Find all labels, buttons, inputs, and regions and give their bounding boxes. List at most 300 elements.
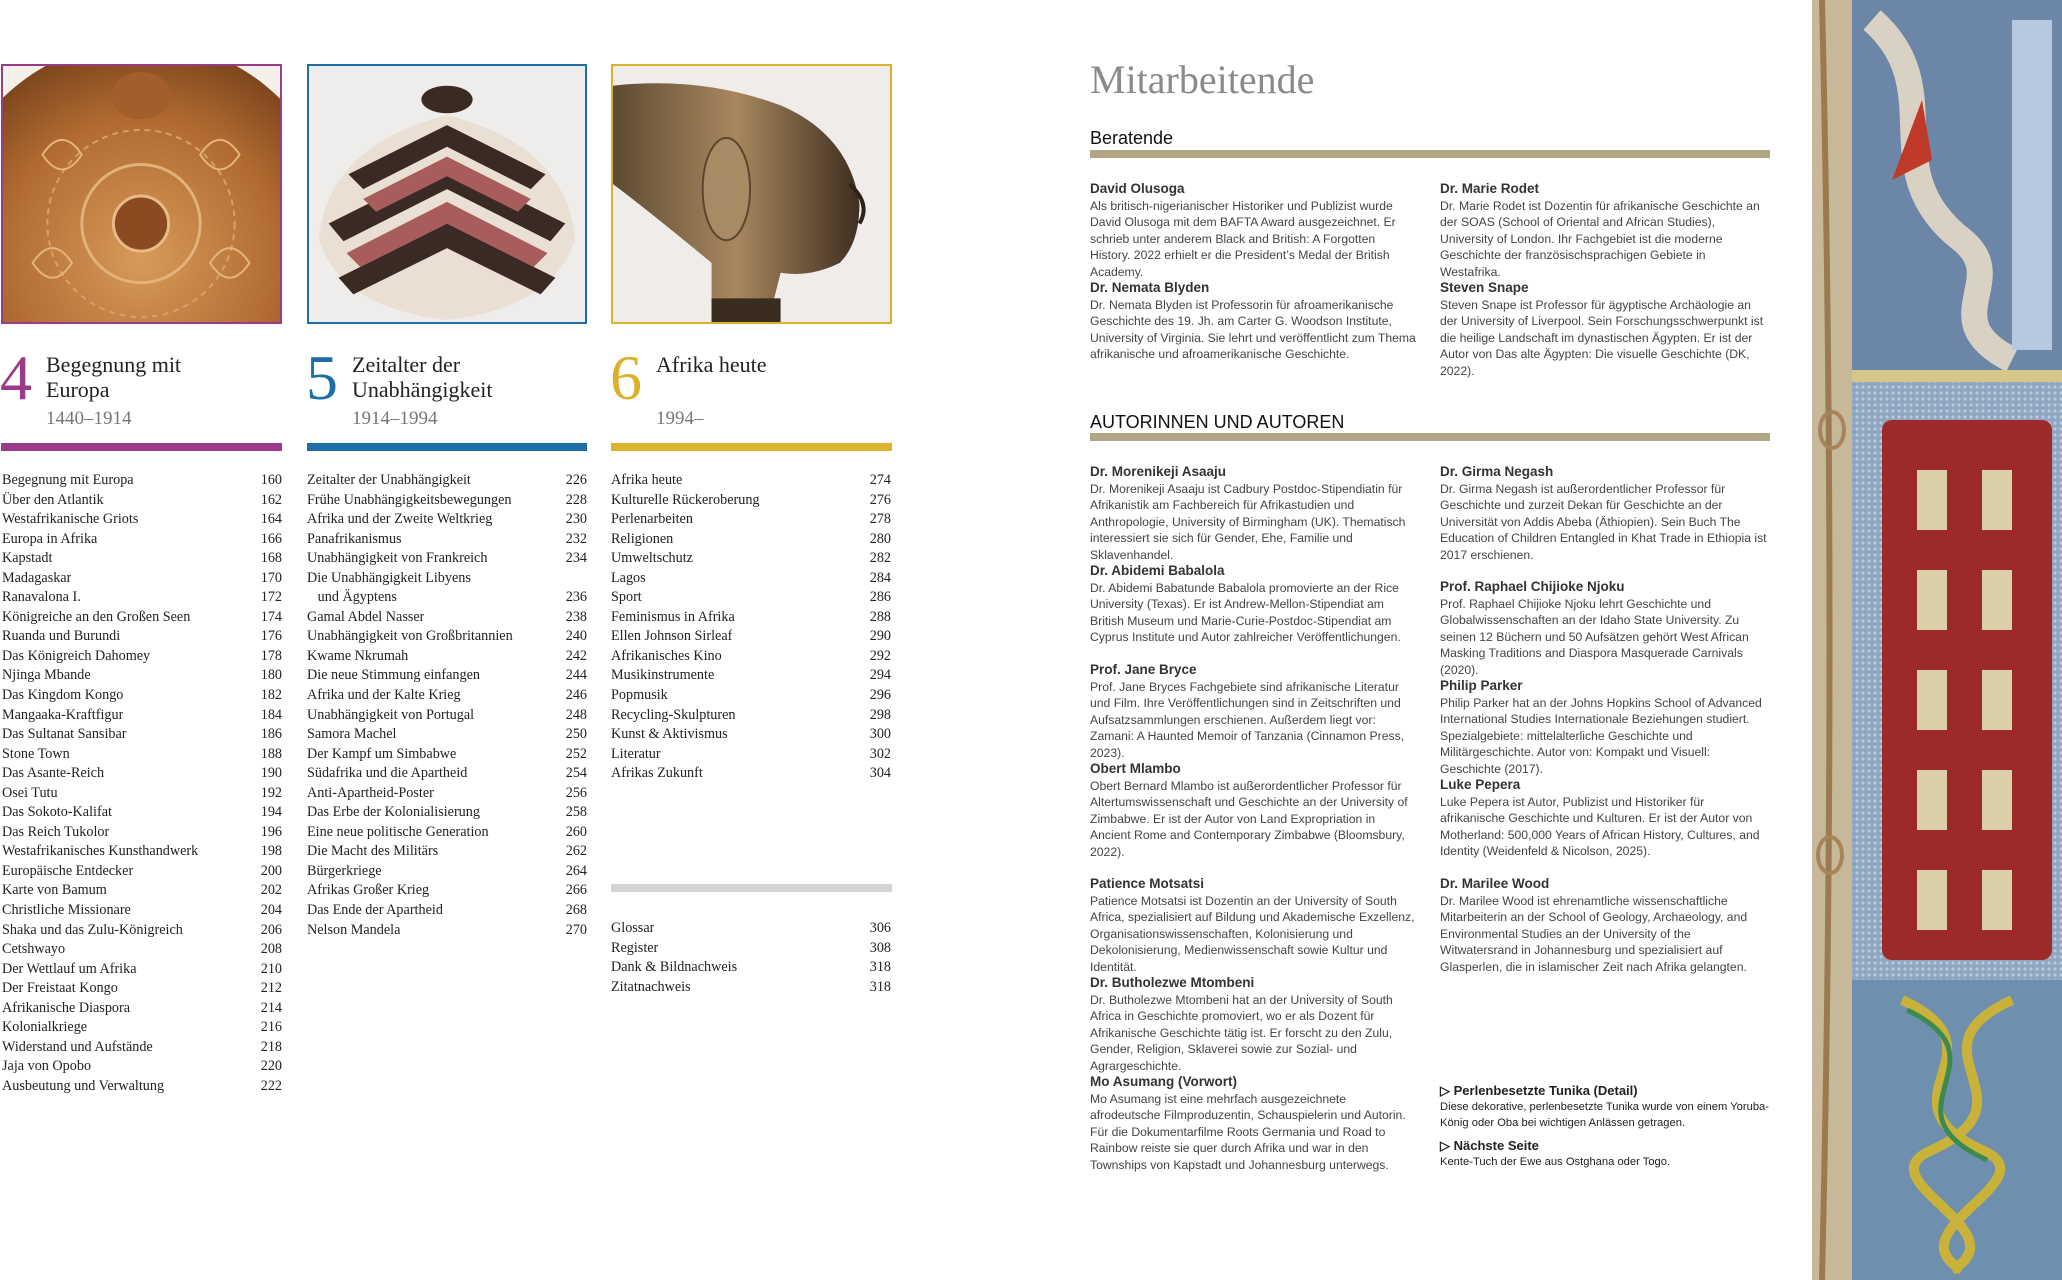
toc-entry-title: Kolonialkriege <box>2 1019 88 1036</box>
toc-chapter-6-entry[interactable] <box>611 510 891 530</box>
chapter-6-title: Afrika heute <box>656 352 767 377</box>
advisor-entry <box>1090 279 1417 363</box>
toc-entry-page: 308 <box>869 939 891 956</box>
toc-entry-title: Glossar <box>611 920 655 936</box>
toc-chapter-4-entry[interactable] <box>2 1057 282 1077</box>
toc-chapter-5-entry[interactable] <box>307 921 587 941</box>
advisor-entry <box>1440 180 1767 280</box>
toc-entry-page: 302 <box>869 745 891 762</box>
toc-chapter-5-entry[interactable] <box>307 823 587 843</box>
toc-entry-page: 304 <box>869 765 891 782</box>
chapter-6-years: 1994– <box>656 408 704 429</box>
toc-chapter-4-entry[interactable] <box>2 940 282 960</box>
author-bio: Dr. Butholezwe Mtombeni hat an der University of South Africa in Geschichte promoviert, wo er als Dozent für Afrikanische Geschichte tätig ist. Er forscht zu den Zulu, Gender, Religion, Sklaverei sowie zur Sozial- und Agrargeschichte. <box>1090 993 1393 1073</box>
author-name: Patience Motsatsi <box>1090 876 1205 891</box>
toc-entry-page: 170 <box>260 569 282 586</box>
toc-entry-title: Das Kingdom Kongo <box>2 687 124 704</box>
author-name: Dr. Abidemi Babalola <box>1090 563 1225 578</box>
toc-entry-page: 230 <box>565 511 587 528</box>
toc-entry-page: 244 <box>565 667 587 684</box>
toc-entry-title: Jaja von Opobo <box>2 1058 92 1075</box>
author-entry <box>1440 578 1767 678</box>
toc-chapter-4-entry[interactable] <box>2 510 282 530</box>
chapter-6-number: 6 <box>610 342 642 413</box>
toc-entry-title: Zitatnachweis <box>611 978 691 995</box>
toc-entry-page: 226 <box>565 472 587 488</box>
toc-chapter-5-entry[interactable] <box>307 627 587 647</box>
toc-chapter-6-entry[interactable] <box>611 745 891 765</box>
chapter-4-header <box>0 342 282 429</box>
toc-entry-page: 262 <box>565 843 587 860</box>
advisor-bio: Als britisch-nigerianischer Historiker und Publizist wurde David Olusoga mit dem BAFTA Award ausgezeichnet. Er schrieb unter anderem Black and British: A Forgotten History. 2022 erhielt er die President’s Medal der British Academy. <box>1090 199 1396 279</box>
toc-entry-title: Osei Tutu <box>2 784 58 801</box>
toc-entry-page: 298 <box>869 706 891 723</box>
toc-entry-page: 160 <box>260 472 282 488</box>
toc-chapter-6-entry[interactable] <box>611 725 891 745</box>
author-entry <box>1090 875 1417 975</box>
toc-chapter-5-entry[interactable] <box>307 510 587 530</box>
caption-arrow-icon: ▷ <box>1440 1083 1450 1098</box>
toc-chapter-5-entry[interactable] <box>307 608 587 628</box>
toc-entry-title: Unabhängigkeit von Großbritannien <box>307 628 513 645</box>
caption-text: Kente-Tuch der Ewe aus Ostghana oder Togo. <box>1440 1156 1671 1168</box>
toc-entry-page: 260 <box>565 823 587 840</box>
toc-chapter-4-entry[interactable] <box>2 881 282 901</box>
advisor-entry <box>1440 279 1767 379</box>
toc-entry-page: 174 <box>260 608 282 625</box>
toc-entry-page: 284 <box>869 569 891 586</box>
toc-entry-page: 214 <box>260 999 282 1016</box>
toc-chapter-6-entry[interactable] <box>611 706 891 726</box>
toc-entry-page: 294 <box>869 667 891 684</box>
toc-entry-page: 318 <box>869 978 891 995</box>
caption-title: Nächste Seite <box>1453 1138 1539 1153</box>
toc-entry-page: 252 <box>565 745 587 762</box>
toc-chapter-5-entry[interactable] <box>307 569 587 589</box>
toc-entry-page: 206 <box>260 921 282 938</box>
author-bio: Patience Motsatsi ist Dozentin an der University of South Africa, spezialisiert auf Bildung und Akademische Exzellenz, Organisationswissenschaften, Kolonisierung und Dekolonisierung, Medienwissenschaft sowie Kultur und Identität. <box>1090 894 1415 974</box>
toc-chapter-6-entry[interactable] <box>611 569 891 589</box>
toc-entry-title: Anti-Apartheid-Poster <box>307 784 434 801</box>
author-bio: Obert Bernard Mlambo ist außerordentlicher Professor für Altertumswissenschaft und Geschichte an der University of Zimbabwe. Er ist der Autor von Land Expropriation in Ancient Rome and Contemporary Zimbabwe (Bloomsbury, 2022). <box>1090 779 1408 859</box>
toc-entry-title: Zeitalter der Unabhängigkeit <box>307 472 471 488</box>
toc-chapter-5-entry[interactable] <box>307 647 587 667</box>
chapter-5-header <box>306 342 588 429</box>
toc-entry-page: 318 <box>869 959 891 976</box>
caption-title: Perlenbesetzte Tunika (Detail) <box>1453 1083 1638 1098</box>
toc-entry-title: Das Königreich Dahomey <box>2 647 151 664</box>
toc-chapter-5-entry[interactable] <box>307 862 587 882</box>
toc-entry-page: 264 <box>565 862 587 879</box>
toc-entry-page: 176 <box>260 628 282 645</box>
toc-entry-page: 250 <box>565 726 587 743</box>
toc-chapter-6-entry[interactable] <box>611 530 891 550</box>
toc-chapter-4-entry[interactable] <box>2 764 282 784</box>
toc-entry-title: Cetshwayo <box>2 941 66 958</box>
caption-arrow-icon: ▷ <box>1440 1138 1450 1153</box>
toc-chapter-4-entry[interactable] <box>2 803 282 823</box>
toc-entry-title: Dank & Bildnachweis <box>611 959 738 976</box>
toc-chapter-5-entry[interactable] <box>307 471 587 491</box>
toc-entry-page: 208 <box>260 941 282 958</box>
toc-chapter-4-entry[interactable] <box>2 960 282 980</box>
chapter-6-image <box>611 64 892 324</box>
toc-chapter-6-entry[interactable] <box>611 608 891 628</box>
toc-entry-title: Begegnung mit Europa <box>2 472 134 488</box>
author-bio: Dr. Marilee Wood ist ehrenamtliche wissenschaftliche Mitarbeiterin an der School of Geology, Archaeology, and Environmental Studies an der University of the Witwatersrand in Johannesburg und spezialisiert auf Glasperlen, die in islamischer Zeit nach Afrika gelangten. <box>1440 894 1748 974</box>
toc-entry-title: Madagaskar <box>2 569 72 586</box>
toc-entry-page: 178 <box>260 647 282 664</box>
toc-entry-title: Kulturelle Rückeroberung <box>611 491 760 508</box>
toc-entry-title: Südafrika und die Apartheid <box>307 765 468 782</box>
toc-chapter-5-entry[interactable] <box>307 491 587 511</box>
toc-entry-page: 268 <box>565 902 587 919</box>
toc-entry-title: Karte von Bamum <box>2 882 107 899</box>
toc-entry-page: 164 <box>260 511 282 528</box>
toc-entry-title: Frühe Unabhängigkeitsbewegungen <box>307 491 512 508</box>
toc-chapter-6-entry[interactable] <box>611 549 891 569</box>
toc-chapter-4-entry[interactable] <box>2 901 282 921</box>
toc-appendix-entry[interactable] <box>611 978 891 998</box>
chapter-6-bar <box>611 443 892 451</box>
toc-entry-page: 238 <box>565 608 587 625</box>
author-name: Dr. Girma Negash <box>1440 464 1554 479</box>
advisors-heading: Beratende <box>1090 128 1174 148</box>
toc-entry-page: 188 <box>260 745 282 762</box>
toc-entry-title: Die Macht des Militärs <box>307 843 439 860</box>
authors-heading: AUTORINNEN UND AUTOREN <box>1090 412 1345 432</box>
toc-chapter-6 <box>611 471 891 784</box>
toc-chapter-4-entry[interactable] <box>2 745 282 765</box>
toc-entry-title: Samora Machel <box>307 726 397 743</box>
author-entry <box>1090 562 1417 646</box>
toc-chapter-4-entry[interactable] <box>2 1077 282 1097</box>
toc-chapter-5-entry[interactable] <box>307 842 587 862</box>
toc-entry-page: 168 <box>260 550 282 567</box>
toc-entry-title: Kunst & Aktivismus <box>611 726 728 743</box>
toc-entry-page: 162 <box>260 491 282 508</box>
toc-entry-title: Afrika heute <box>611 472 683 488</box>
author-bio: Dr. Girma Negash ist außerordentlicher Professor für Geschichte und zurzeit Dekan für Geschichte an der Universität von Addis Abeba (Äthiopien). Sein Buch The Education of Children Entangled in Khat Trade in Ethiopia ist 2017 erschienen. <box>1440 482 1767 562</box>
author-name: Dr. Butholezwe Mtombeni <box>1090 975 1255 990</box>
toc-entry-title: Ausbeutung und Verwaltung <box>2 1077 165 1094</box>
toc-entry-title: Eine neue politische Generation <box>307 823 489 840</box>
toc-chapter-4-entry[interactable] <box>2 706 282 726</box>
toc-entry-title: Njinga Mbande <box>2 667 91 684</box>
toc-chapter-6-entry[interactable] <box>611 627 891 647</box>
toc-chapter-4-entry[interactable] <box>2 666 282 686</box>
toc-entry-page: 254 <box>565 765 587 782</box>
author-name: Dr. Marilee Wood <box>1440 876 1550 891</box>
chapter-5-title: Zeitalter der Unabhängigkeit <box>352 352 493 402</box>
toc-entry-title: Mangaaka-Kraftfigur <box>2 706 124 723</box>
toc-entry-title: Das Sokoto-Kalifat <box>2 804 112 821</box>
toc-entry-title: und Ägyptens <box>307 589 397 606</box>
toc-entry-page: 306 <box>869 920 891 936</box>
toc-chapter-5-entry[interactable] <box>307 784 587 804</box>
caption-tunic <box>1440 1082 1770 1131</box>
author-name: Prof. Raphael Chijioke Njoku <box>1440 579 1625 594</box>
advisors-rule <box>1090 150 1770 158</box>
toc-entry-page: 282 <box>869 550 891 567</box>
chapter-4-bar <box>1 443 282 451</box>
author-entry <box>1440 677 1767 777</box>
toc-entry-page: 204 <box>260 902 282 919</box>
toc-entry-title: Lagos <box>611 569 646 586</box>
toc-entry-title: Europäische Entdecker <box>2 862 134 879</box>
advisor-entry <box>1090 180 1417 280</box>
toc-entry-page: 270 <box>565 921 587 938</box>
author-bio: Prof. Raphael Chijioke Njoku lehrt Geschichte und Globalwissenschaften an der Idaho State University. Zu seinen 12 Büchern und 50 Aufsätzen gehört West African Masking Traditions and Diaspora Masquerade Carnivals (2020). <box>1440 597 1749 677</box>
chapter-5-years: 1914–1994 <box>352 408 438 429</box>
toc-entry-page: 198 <box>260 843 282 860</box>
toc-entry-title: Die neue Stimmung einfangen <box>307 667 480 684</box>
toc-chapter-6-entry[interactable] <box>611 491 891 511</box>
toc-chapter-4-entry[interactable] <box>2 549 282 569</box>
authors-rule <box>1090 433 1770 441</box>
advisor-name: Steven Snape <box>1440 280 1529 295</box>
toc-chapter-6-entry[interactable] <box>611 686 891 706</box>
toc-entry-page: 202 <box>260 882 282 899</box>
toc-entry-title: Über den Atlantik <box>2 491 104 508</box>
author-name: Obert Mlambo <box>1090 761 1181 776</box>
toc-entry-page: 240 <box>565 628 587 645</box>
toc-chapter-4-entry[interactable] <box>2 686 282 706</box>
toc-entry-title: Literatur <box>611 745 661 762</box>
toc-chapter-6-entry[interactable] <box>611 666 891 686</box>
toc-chapter-4-entry[interactable] <box>2 608 282 628</box>
chapter-4-title: Begegnung mit Europa <box>46 352 182 402</box>
toc-entry-page: 300 <box>869 726 891 743</box>
toc-entry-title: Königreiche an den Großen Seen <box>2 608 191 625</box>
author-bio: Mo Asumang ist eine mehrfach ausgezeichnete afrodeutsche Filmproduzentin, Schauspielerin und Autorin. Für die Dokumentarfilme Roots Germania und Road to Rainbow reiste sie quer durch Afrika und war in den Townships von Kapstadt und Johannesburg unterwegs. <box>1090 1092 1406 1172</box>
toc-entry-title: Das Asante-Reich <box>2 765 105 782</box>
toc-entry-page: 276 <box>869 491 891 508</box>
toc-chapter-4-entry[interactable] <box>2 588 282 608</box>
toc-entry-page: 242 <box>565 647 587 664</box>
advisor-name: David Olusoga <box>1090 181 1185 196</box>
toc-entry-title: Nelson Mandela <box>307 921 401 938</box>
toc-chapter-5-entry[interactable] <box>307 530 587 550</box>
toc-chapter-6-entry[interactable] <box>611 647 891 667</box>
toc-entry-title: Sport <box>611 589 642 606</box>
toc-entry-page: 232 <box>565 530 587 547</box>
author-bio: Luke Pepera ist Autor, Publizist und Historiker für afrikanische Geschichte und Kulturen. Er ist der Autor von Motherland: 500,000 Years of African History, Cultures, and Identity (Weidenfeld & Nicolson, 2025). <box>1440 795 1760 859</box>
toc-entry-page: 196 <box>260 823 282 840</box>
toc-entry-title: Recycling-Skulpturen <box>611 706 736 723</box>
toc-entry-page: 248 <box>565 706 587 723</box>
toc-entry-page: 166 <box>260 530 282 547</box>
toc-entry-title: Afrikas Großer Krieg <box>307 882 430 899</box>
toc-chapter-5-entry[interactable] <box>307 666 587 686</box>
toc-entry-page: 200 <box>260 862 282 879</box>
author-entry <box>1090 661 1417 761</box>
chapter-4-number: 4 <box>0 342 32 413</box>
toc-chapter-4-entry[interactable] <box>2 1038 282 1058</box>
author-bio: Prof. Jane Bryces Fachgebiete sind afrikanische Literatur und Film. Ihre Veröffentlichungen sind in Zeitschriften und Aufsatzsammlungen erschienen. Außerdem liegt vor: Zamani: A Haunted Memoir of Tanzania (Cinnamon Press, 2023). <box>1090 680 1405 760</box>
toc-entry-title: Bürgerkriege <box>307 862 382 879</box>
toc-chapter-4-entry[interactable] <box>2 471 282 491</box>
toc-entry-page: 246 <box>565 687 587 704</box>
toc-chapter-5-entry[interactable] <box>307 745 587 765</box>
toc-entry-title: Der Kampf um Simbabwe <box>307 745 457 762</box>
author-name: Mo Asumang (Vorwort) <box>1090 1074 1237 1089</box>
toc-chapter-4-entry[interactable] <box>2 784 282 804</box>
toc-chapter-4-entry[interactable] <box>2 491 282 511</box>
toc-entry-page: 278 <box>869 511 891 528</box>
toc-entry-page: 218 <box>260 1038 282 1055</box>
toc-entry-page: 274 <box>869 472 891 488</box>
toc-chapter-6-entry[interactable] <box>611 764 891 784</box>
toc-entry-title: Das Erbe der Kolonialisierung <box>307 804 480 821</box>
author-entry <box>1440 463 1767 563</box>
chapter-5-number: 5 <box>306 342 338 413</box>
toc-entry-title: Afrikanisches Kino <box>611 647 722 664</box>
toc-entry-title: Kapstadt <box>2 550 53 567</box>
author-entry <box>1090 1073 1417 1173</box>
toc-entry-title: Ranavalona I. <box>2 589 81 606</box>
toc-chapter-4-entry[interactable] <box>2 627 282 647</box>
toc-chapter-6-entry[interactable] <box>611 471 891 491</box>
toc-entry-page: 184 <box>260 706 282 723</box>
toc-entry-title: Afrika und der Zweite Weltkrieg <box>307 511 493 528</box>
toc-entry-title: Kwame Nkrumah <box>307 647 409 664</box>
chapter-4-image <box>1 64 282 324</box>
toc-chapter-4-entry[interactable] <box>2 530 282 550</box>
toc-entry-title: Das Reich Tukolor <box>2 823 110 840</box>
toc-entry-title: Widerstand und Aufstände <box>2 1038 153 1055</box>
toc-chapter-4-entry[interactable] <box>2 862 282 882</box>
toc-chapter-4 <box>2 471 282 1097</box>
toc-entry-title: Perlenarbeiten <box>611 511 693 528</box>
toc-chapter-4-entry[interactable] <box>2 842 282 862</box>
caption-next-page <box>1440 1137 1770 1171</box>
toc-entry-page: 212 <box>260 980 282 997</box>
toc-entry-page: 258 <box>565 804 587 821</box>
toc-entry-title: Westafrikanisches Kunsthandwerk <box>2 843 199 860</box>
toc-appendix-entry[interactable] <box>611 919 891 939</box>
toc-entry-page: 290 <box>869 628 891 645</box>
toc-entry-title: Afrikanische Diaspora <box>2 999 131 1016</box>
toc-entry-page: 190 <box>260 765 282 782</box>
advisor-name: Dr. Marie Rodet <box>1440 181 1540 196</box>
toc-entry-page: 180 <box>260 667 282 684</box>
appendix-bar <box>611 884 892 892</box>
author-name: Luke Pepera <box>1440 777 1521 792</box>
page-title: Mitarbeitende <box>1090 57 1315 102</box>
toc-chapter-5 <box>307 471 587 940</box>
toc-entry-title: Feminismus in Afrika <box>611 608 735 625</box>
toc-entry-page: 296 <box>869 687 891 704</box>
toc-entry-page: 234 <box>565 550 587 567</box>
author-name: Dr. Morenikeji Asaaju <box>1090 464 1227 479</box>
toc-entry-title: Der Wettlauf um Afrika <box>2 960 137 977</box>
toc-entry-title: Westafrikanische Griots <box>2 511 139 528</box>
chapter-5-image <box>307 64 587 324</box>
toc-entry-page: 210 <box>260 960 282 977</box>
toc-entry-page: 182 <box>260 687 282 704</box>
toc-entry-page: 280 <box>869 530 891 547</box>
toc-chapter-4-entry[interactable] <box>2 725 282 745</box>
tunic-image <box>1812 0 2062 1280</box>
advisor-bio: Steven Snape ist Professor für ägyptische Archäologie an der University of Liverpool. Sein Forschungsschwerpunkt ist die heilige Landschaft im dynastischen Ägypten. Er ist der Autor von Das alte Ägypten: Die visuelle Geschichte (DK, 2022). <box>1440 298 1764 378</box>
toc-entry-title: Shaka und das Zulu-Königreich <box>2 921 183 938</box>
toc-entry-title: Ruanda und Burundi <box>2 628 121 645</box>
author-entry <box>1090 974 1417 1074</box>
author-bio: Philip Parker hat an der Johns Hopkins School of Advanced International Studies Internationale Beziehungen studiert. Spezialgebiete: mittelalterliche Geschichte und Militärgeschichte. Autor von: Kompakt und Visuell: Geschichte (2017). <box>1440 696 1762 776</box>
toc-entry-page: 222 <box>260 1077 282 1094</box>
toc-entry-page: 236 <box>565 589 587 606</box>
toc-chapter-4-entry[interactable] <box>2 921 282 941</box>
chapter-5-bar <box>307 443 587 451</box>
toc-entry-title: Unabhängigkeit von Portugal <box>307 706 475 723</box>
advisor-bio: Dr. Marie Rodet ist Dozentin für afrikanische Geschichte an der SOAS (School of Oriental and African Studies), University of London. Ihr Fachgebiet ist die moderne Geschichte der französischsprachigen Gebiete in Westafrika. <box>1440 199 1760 279</box>
toc-chapter-4-entry[interactable] <box>2 569 282 589</box>
toc-entry-page: 256 <box>565 784 587 801</box>
toc-entry-title: Stone Town <box>2 745 70 762</box>
toc-chapter-5-entry[interactable] <box>307 725 587 745</box>
toc-entry-title: Der Freistaat Kongo <box>2 980 118 997</box>
toc-entry-title: Unabhängigkeit von Frankreich <box>307 550 488 567</box>
toc-chapter-6-entry[interactable] <box>611 588 891 608</box>
toc-chapter-5-entry[interactable] <box>307 588 587 608</box>
toc-entry-page: 216 <box>260 1019 282 1036</box>
author-entry <box>1440 875 1767 975</box>
toc-entry-title: Das Ende der Apartheid <box>307 902 443 919</box>
toc-entry-title: Umweltschutz <box>611 550 693 567</box>
toc-chapter-5-entry[interactable] <box>307 686 587 706</box>
toc-entry-title: Gamal Abdel Nasser <box>307 608 425 625</box>
toc-entry-page: 192 <box>260 784 282 801</box>
toc-chapter-5-entry[interactable] <box>307 803 587 823</box>
toc-entry-page: 288 <box>869 608 891 625</box>
toc-chapter-4-entry[interactable] <box>2 647 282 667</box>
toc-chapter-5-entry[interactable] <box>307 706 587 726</box>
author-name: Prof. Jane Bryce <box>1090 662 1197 677</box>
toc-chapter-5-entry[interactable] <box>307 764 587 784</box>
toc-chapter-5-entry[interactable] <box>307 901 587 921</box>
toc-chapter-4-entry[interactable] <box>2 1018 282 1038</box>
toc-entry-page: 286 <box>869 589 891 606</box>
toc-chapter-4-entry[interactable] <box>2 823 282 843</box>
toc-chapter-4-entry[interactable] <box>2 999 282 1019</box>
advisor-name: Dr. Nemata Blyden <box>1090 280 1210 295</box>
toc-entry-title: Panafrikanismus <box>307 530 402 547</box>
author-entry <box>1090 463 1417 563</box>
chapter-4-years: 1440–1914 <box>46 408 132 429</box>
toc-entry-page: 292 <box>869 647 891 664</box>
toc-entry-title: Christliche Missionare <box>2 902 131 919</box>
toc-appendix-entry[interactable] <box>611 939 891 959</box>
toc-entry-title: Das Sultanat Sansibar <box>2 726 127 743</box>
author-entry <box>1440 776 1767 860</box>
author-entry <box>1090 760 1417 860</box>
advisor-bio: Dr. Nemata Blyden ist Professorin für afroamerikanische Geschichte des 19. Jh. am Carter G. Woodson Institute, University of Virginia. Sie lehrt und veröffentlicht zum Thema afrikanische und afroamerikanische Geschichte. <box>1090 298 1416 362</box>
toc-entry-page: 266 <box>565 882 587 899</box>
toc-entry-title: Ellen Johnson Sirleaf <box>611 628 733 645</box>
toc-chapter-5-entry[interactable] <box>307 881 587 901</box>
toc-entry-title: Afrika und der Kalte Krieg <box>307 687 461 704</box>
chapter-6-header <box>610 342 892 429</box>
author-bio: Dr. Abidemi Babatunde Babalola promovierte an der Rice University (Texas). Er ist Andrew-Mellon-Stipendiat am British Museum und Marie-Curie-Postdoc-Stipendiat am Cyprus Institute und Autor zahlreicher Veröffentlichungen. <box>1090 581 1401 645</box>
toc-chapter-5-entry[interactable] <box>307 549 587 569</box>
toc-entry-page: 220 <box>260 1058 282 1075</box>
toc-entry-page: 172 <box>260 589 282 606</box>
toc-chapter-4-entry[interactable] <box>2 979 282 999</box>
caption-text: Diese dekorative, perlenbesetzte Tunika wurde von einem Yoruba-König oder Oba bei wichtigen Anlässen getragen. <box>1440 1101 1769 1129</box>
toc-appendix-entry[interactable] <box>611 958 891 978</box>
toc-entry-title: Europa in Afrika <box>2 530 98 547</box>
